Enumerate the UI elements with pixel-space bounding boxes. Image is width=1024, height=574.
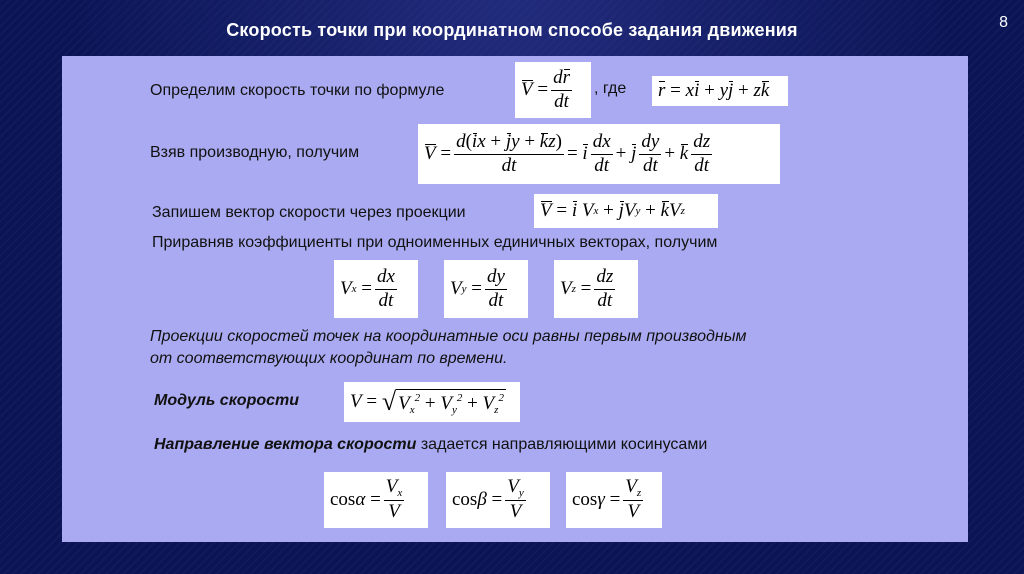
derivative-text: Взяв производную, получим — [150, 144, 360, 161]
content-panel — [62, 56, 968, 542]
formula-v-def: V = $\frac{dr}{dt}$ — [515, 62, 591, 118]
direction-rest-text: задается направляющими косинусами — [416, 436, 708, 453]
formula-vx: V x = $\frac{dx}{dt}$ — [334, 260, 418, 318]
direction-text — [154, 436, 707, 454]
formula-vy: V y = $\frac{dy}{dt}$ — [444, 260, 528, 318]
slide-number: 8 — [999, 14, 1008, 31]
conclusion-line-2: от соответствующих координат по времени. — [150, 350, 508, 367]
formula-v-proj: V = i V x + j V y + k V z — [534, 194, 718, 228]
formula-v-mod: V = √ $V_x^2 + V_y^2 + V_z^2$ — [344, 382, 520, 422]
where-text: , где — [594, 80, 627, 97]
equate-text: Приравняв коэффициенты при одноименных единичных векторах, получим — [152, 234, 718, 251]
modulus-label: Модуль скорости — [154, 392, 300, 409]
direction-bold-text: Направление вектора скорости — [154, 436, 417, 453]
define-text: Определим скорость точки по формуле — [150, 82, 445, 99]
formula-cos-alpha: cos α = $\frac{V_x}{V}$ — [324, 472, 428, 528]
projections-text: Запишем вектор скорости через проекции — [152, 204, 466, 221]
formula-cos-gamma: cos γ = $\frac{V_z}{V}$ — [566, 472, 662, 528]
formula-cos-beta: cos β = $\frac{V_y}{V}$ — [446, 472, 550, 528]
formula-v-deriv: V = $\frac{d(ix + jy + kz)}{dt}$ = i $\frac{dx}{dt}$ + j $\frac{dy}{dt}$ + k $\frac{dz}{dt}$ — [418, 124, 780, 184]
formula-r-def: r = x i + y j + z k — [652, 76, 788, 106]
conclusion-line-1: Проекции скоростей точек на координатные оси равны первым производным — [150, 328, 747, 345]
slide-title: Скорость точки при координатном способе задания движения — [226, 20, 798, 40]
formula-vz: V z = $\frac{dz}{dt}$ — [554, 260, 638, 318]
